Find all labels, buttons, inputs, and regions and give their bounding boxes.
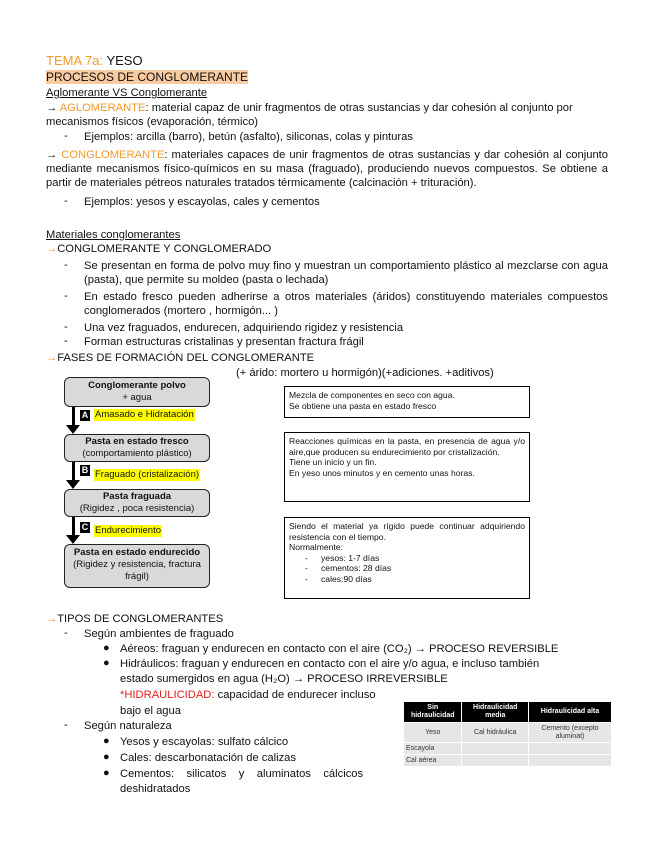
note-item-text: cementos: 28 días [321,563,392,573]
note-line: Tiene un inicio y un fin. [289,457,377,467]
naturaleza-item: Yesos y escayolas: sulfato cálcico [120,736,289,748]
note-item-text: yesos: 1-7 días [321,552,380,563]
materiales-heading: Materiales conglomerantes [46,229,181,241]
stage-title: Pasta en estado endurecido [73,547,201,558]
conglomerante-example: Ejemplos: yesos y escayolas, cales y cementos [84,196,320,208]
step-label: Amasado e Hidratación [95,409,194,420]
dash-bullet: - [64,321,68,333]
tipos-heading-text: TIPOS DE CONGLOMERANTES [57,613,224,625]
dash-bullet: - [64,627,68,639]
page-title [46,53,608,69]
table-header: Hidraulicidad alta [528,702,611,723]
dash-bullet: - [64,719,68,731]
dot-bullet: ● [103,767,110,779]
note-list-item: - cementos: 28 días [305,563,392,573]
cyc-heading [46,242,608,256]
hidraulicos-item: Hidráulicos: fraguan y endurecen en contacto con el aire y/o agua, e incluso también [120,658,540,670]
arrow: → [46,102,60,114]
title-prefix: TEMA 7a: [46,53,104,68]
stage-sub: + agua [122,392,152,403]
dash-bullet: - [64,130,68,142]
table-row [404,723,612,743]
hidraulicidad-text: capacidad de endurecer incluso [214,689,376,701]
dash-bullet: - [64,195,68,207]
conglomerante-term: CONGLOMERANTE [61,149,165,161]
flow-arrow-head [66,535,80,544]
note-line: Siendo el material ya rígido puede continuar adquiriendo resistencia con el tiempo. [289,521,525,542]
dash-bullet: - [64,259,68,271]
fases-aside: (+ árido: mortero u hormigón)(+adiciones. +aditivos) [236,367,494,379]
hidraulicidad-def-cont: bajo el agua [120,705,181,717]
hidraulicidad-def [120,688,608,702]
note-line: Se obtiene una pasta en estado fresco [289,400,437,411]
cyc-item: Forman estructuras cristalinas y presentan fractura frágil [84,336,364,348]
cyc-heading-text: CONGLOMERANTE Y CONGLOMERADO [57,243,272,255]
note-list-item: - cales:90 días [305,573,372,584]
stage-title: Conglomerante polvo [88,380,186,391]
table-cell: Yeso [404,723,462,743]
stage-title: Pasta fraguada [102,491,172,502]
table-cell [528,743,611,755]
aglomerante-def [46,101,608,115]
stage-sub: (Rigidez , poca resistencia) [79,503,195,514]
aglomerante-def-cont: mecanismos físicos (evaporación, térmico) [46,116,259,128]
table-row [404,743,612,755]
stage-title: Pasta en estado fresco [85,436,189,447]
cyc-item: Se presentan en forma de polvo muy fino y muestran un comportamiento plástico al mezclarse con agua (pasta), que permite su moldeo (pasta o lechada) [84,260,608,286]
naturaleza-item: Cales: descarbonatación de calizas [120,752,296,764]
table-cell [528,755,611,767]
section-heading [46,70,608,84]
table-cell: Escayola [404,743,462,755]
note-line: Normalmente: [289,542,343,552]
cyc-item: En estado fresco pueden adherirse a otros materiales (áridos) constituyendo materiales compuestos conglomerados (mortero , hormigón... ) [84,291,608,317]
table-cell: Cal aérea [404,755,462,767]
aglomerante-vs-heading: Aglomerante VS Conglomerante [46,87,208,99]
table-header: Hidraulicidad media [462,702,528,723]
note-item-text: cales:90 días [321,573,372,584]
table-cell: Cal hidráulica [462,723,528,743]
table-cell: Cemento (excepto aluminat) [528,723,611,743]
note-list-item: - yesos: 1-7 días [305,552,380,563]
aglomerante-example: Ejemplos: arcilla (barro), betún (asfalto), siliconas, colas y pinturas [84,131,413,143]
naturaleza-item: Cementos: silicatos y aluminatos cálcicos [120,768,364,780]
note-fraguado [284,432,530,502]
dot-bullet: ● [103,642,110,654]
step-label: Fraguado (cristalización) [95,469,200,480]
arrow: → [46,613,58,625]
note-amasado [284,386,530,418]
table-cell [462,743,528,755]
dash-bullet: - [64,290,68,302]
title-name: YESO [103,53,143,68]
conglomerante-def [46,148,608,192]
aereos-item: Aéreos: fraguan y endurecen en contacto con el aire (CO₂) → PROCESO REVERSIBLE [120,643,559,655]
hidraulicidad-term: *HIDRAULICIDAD: [120,689,215,701]
stage-fraguada [64,489,210,517]
arrow: → [46,149,62,161]
arrow: → [46,243,58,255]
note-line: Mezcla de componentes en seco con agua. [289,390,455,400]
table-cell [462,755,528,767]
stage-endurecido [64,544,210,588]
dot-bullet: ● [103,657,110,669]
hidraulicos-item-cont: estado sumergidos en agua (H₂O) → PROCESO IRREVERSIBLE [120,673,448,685]
section-heading-text: PROCESOS DE CONGLOMERANTE [46,70,249,84]
tipos-heading [46,612,608,626]
aglomerante-def-text: : material capaz de unir fragmentos de otras sustancias y dar cohesión al conjunto por [145,102,573,114]
stage-polvo [64,377,210,407]
step-letter: B [81,465,89,475]
step-label: Endurecimiento [95,525,162,536]
stage-sub: (Rigidez y resistencia, fractura frágil) [73,559,201,582]
note-line: En yeso unos minutos y en cemento unas horas. [289,467,475,478]
stage-fresco [64,434,210,462]
dot-bullet: ● [103,735,110,747]
aglomerante-term: AGLOMERANTE [59,102,146,114]
cyc-item: Una vez fraguados, endurecen, adquiriendo rigidez y resistencia [84,322,404,334]
table-header-row [404,702,612,723]
table-row [404,755,612,767]
flow-arrow-head [66,425,80,434]
naturaleza-heading: Según naturaleza [84,720,172,732]
note-line: Reacciones químicas en la pasta, en presencia de agua y/o aire,que producen su endurecimiento por cristalización. [289,436,525,457]
dot-bullet: ● [103,751,110,763]
flow-arrow-head [66,480,80,489]
flow-arrow [72,462,75,482]
stage-sub: (comportamiento plástico) [82,448,192,459]
step-letter: C [81,522,89,532]
note-endurecimiento [284,517,530,599]
conglomerante-def-text: : materiales capaces de unir fragmentos de otras sustancias y dar cohesión al conjunto mediante mecanismos físico-químicos en su masa (fraguado), produciendo nuevos compuestos. Se obtiene a partir de materiales pétreos naturales tratados térmicamente (calcinación + trituración). [46,149,609,189]
flow-arrow [72,407,75,427]
arrow: → [46,352,58,364]
naturaleza-item-cont: deshidratados [120,783,191,795]
fases-heading-text: FASES DE FORMACIÓN DEL CONGLOMERANTE [57,352,315,364]
table-header: Sin hidraulicidad [404,702,462,723]
hidraulicidad-table [403,701,612,767]
dash-bullet: - [64,335,68,347]
flow-arrow [72,517,75,537]
ambientes-heading: Según ambientes de fraguado [84,628,234,640]
fases-heading [46,351,608,365]
step-letter: A [81,410,89,420]
